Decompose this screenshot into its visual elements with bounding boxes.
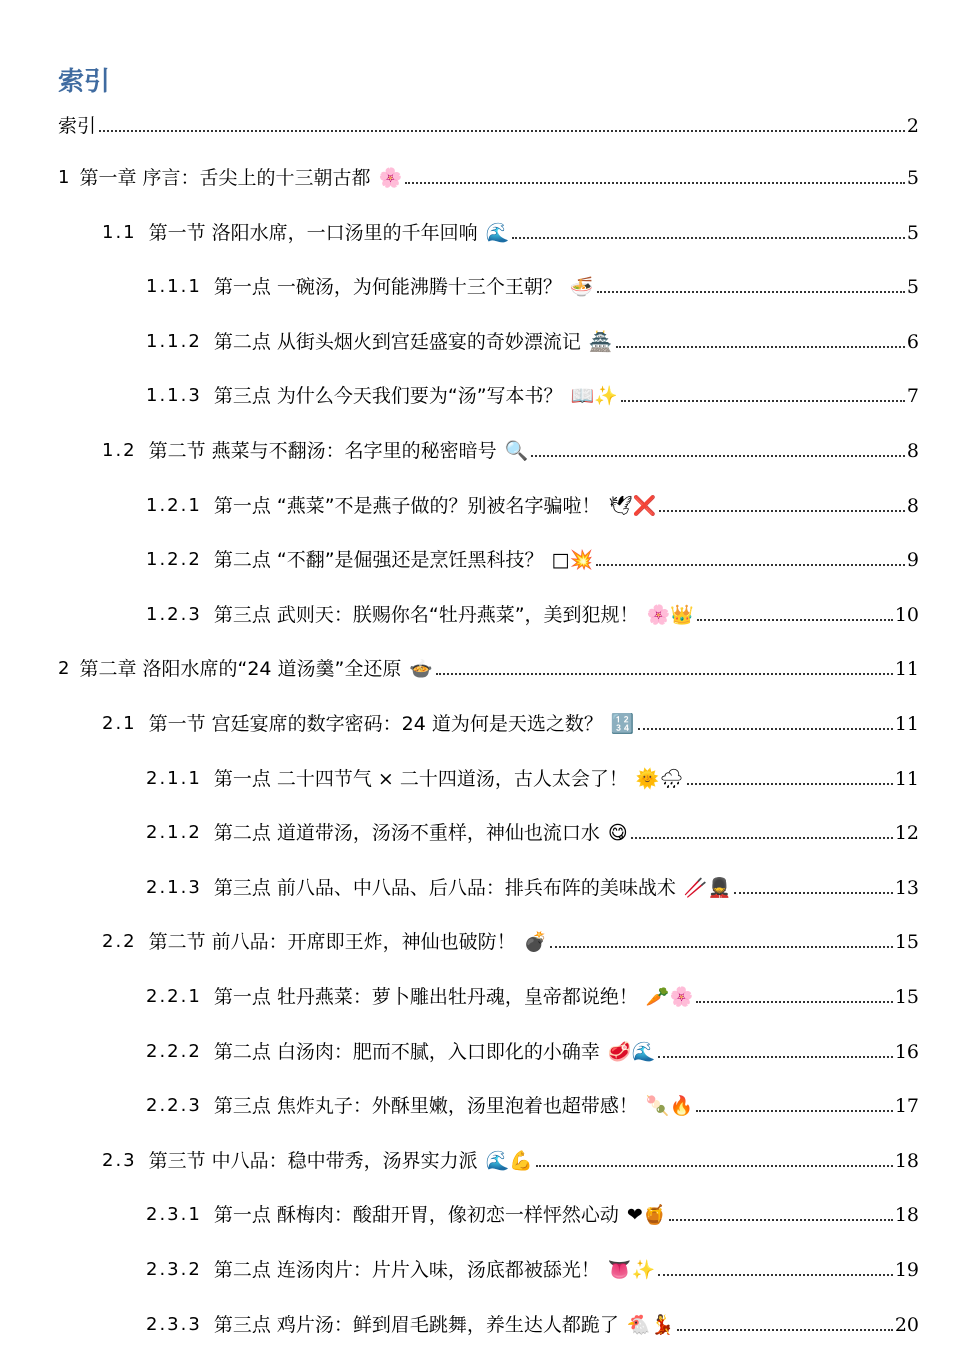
toc-entry-emoji-icon: 🏯 — [588, 330, 613, 353]
dot-leader — [621, 400, 905, 402]
toc-entry-number: 2.3.3 — [146, 1313, 202, 1335]
toc-entry-title: 第一点 二十四节气 × 二十四道汤，古人太会了！ — [213, 767, 628, 790]
toc-entry-number: 2.3.2 — [146, 1259, 202, 1280]
toc-entry-title: 第二点 从街头烟火到宫廷盛宴的奇妙漂流记 — [213, 330, 581, 353]
toc-entry-page-number: 16 — [894, 1040, 919, 1063]
toc-entry[interactable] — [146, 1252, 919, 1282]
toc-entry-emoji-icon: 😋 — [607, 822, 628, 845]
toc-entry[interactable] — [146, 597, 919, 627]
toc-entry-emoji-icon: 🔍 — [504, 440, 529, 462]
toc-entry-number: 1.2.2 — [146, 549, 202, 571]
toc-entry-page-number: 18 — [894, 1149, 919, 1172]
toc-entry-number: 1.2.3 — [146, 603, 202, 625]
toc-entry-page-number: 10 — [894, 603, 919, 626]
toc-entry-emoji-icon: □💥 — [551, 549, 594, 572]
toc-entry-page-number: 2 — [906, 115, 919, 137]
toc-entry-number: 2.2.3 — [146, 1095, 202, 1117]
toc-entry-title: 第一点 牡丹燕菜：萝卜雕出牡丹魂，皇帝都说绝！ — [213, 986, 638, 1008]
dot-leader — [696, 1001, 893, 1003]
dot-leader — [631, 837, 893, 839]
toc-entry-page-number: 12 — [894, 822, 919, 845]
toc-entry-number: 2.2.2 — [146, 1040, 202, 1062]
dot-leader — [550, 946, 892, 948]
toc-entry-page-number: 6 — [906, 330, 919, 353]
toc-entry[interactable] — [146, 870, 919, 900]
toc-entry-page-number: 5 — [906, 221, 919, 244]
toc-entry-page-number: 15 — [894, 986, 919, 1008]
dot-leader — [597, 291, 905, 293]
toc-entry-number: 1.2.1 — [146, 494, 202, 516]
toc-entry[interactable] — [102, 706, 919, 736]
dot-leader — [436, 673, 893, 675]
toc-entry[interactable] — [146, 761, 919, 791]
toc-entry-number: 1.1 — [102, 221, 137, 243]
toc-entry[interactable] — [146, 378, 919, 408]
toc-entry-page-number: 20 — [894, 1313, 919, 1336]
toc-entry-emoji-icon: 🍡🔥 — [645, 1095, 694, 1118]
toc-heading: 索引 — [58, 67, 111, 97]
toc-entry-page-number: 5 — [906, 276, 919, 299]
toc-entry-title: 第二点 道道带汤，汤汤不重样，神仙也流口水 — [213, 822, 600, 845]
toc-entry-emoji-icon: 👅✨ — [607, 1259, 656, 1281]
toc-entry[interactable] — [102, 924, 919, 954]
dot-leader — [659, 510, 905, 512]
toc-entry-title: 第二点 “不翻”是倔强还是烹饪黑科技？ — [213, 549, 544, 572]
dot-leader — [669, 1219, 892, 1221]
dot-leader — [596, 564, 905, 566]
toc-entry-page-number: 19 — [894, 1259, 919, 1281]
toc-entry-title: 第一章 序言：舌尖上的十三朝古都 — [79, 167, 371, 189]
toc-entry-title: 第一点 一碗汤，为何能沸腾十三个王朝？ — [213, 276, 562, 299]
toc-entry-emoji-icon: 🍲 — [409, 658, 434, 681]
dot-leader — [616, 346, 905, 348]
toc-entry-page-number: 5 — [906, 167, 919, 189]
toc-entry-number: 2.1.1 — [146, 767, 202, 789]
toc-entry-page-number: 8 — [906, 494, 919, 517]
toc-entry-page-number: 11 — [894, 713, 919, 735]
toc-entry-number: 1 — [58, 167, 70, 188]
toc-entry-number: 1.1.3 — [146, 385, 202, 407]
toc-entry-emoji-icon: 📖✨ — [570, 385, 618, 408]
toc-entry-page-number: 11 — [894, 767, 919, 790]
toc-entry-title: 第一节 宫廷宴席的数字密码：24 道为何是天选之数？ — [148, 713, 603, 735]
dot-leader — [99, 130, 905, 132]
toc-entry-page-number: 18 — [894, 1204, 919, 1227]
toc-entry-emoji-icon: 🌊 — [485, 221, 510, 244]
toc-entry-number: 2.3.1 — [146, 1204, 202, 1226]
dot-leader — [734, 892, 893, 894]
toc-entry-title: 第三点 为什么今天我们要为“汤”写本书？ — [213, 385, 563, 408]
toc-entry-title: 索引 — [58, 115, 97, 137]
dot-leader — [697, 619, 893, 621]
toc-entry-emoji-icon: 🍜 — [569, 276, 594, 299]
dot-leader — [536, 1165, 893, 1167]
toc-entry-title: 第一点 酥梅肉：酸甜开胃，像初恋一样怦然心动 — [213, 1204, 619, 1227]
toc-entry[interactable] — [146, 1197, 919, 1227]
dot-leader — [638, 728, 893, 730]
toc-entry-title: 第三节 中八品：稳中带秀，汤界实力派 — [148, 1149, 478, 1172]
toc-entry-number: 2.1 — [102, 713, 137, 734]
toc-entry[interactable] — [146, 324, 919, 354]
toc-entry-number: 2 — [58, 658, 70, 680]
dot-leader — [405, 182, 905, 184]
toc-entry-title: 第三点 焦炸丸子：外酥里嫩，汤里泡着也超带感！ — [213, 1095, 638, 1118]
dot-leader — [658, 1274, 893, 1276]
toc-entry-emoji-icon: 🐔💃 — [626, 1313, 675, 1336]
toc-entry-number: 2.2 — [102, 931, 137, 953]
toc-entry-page-number: 13 — [894, 876, 919, 899]
toc-entry[interactable] — [146, 1307, 919, 1337]
toc-entry-title: 第二章 洛阳水席的“24 道汤羹”全还原 — [79, 658, 402, 681]
toc-entry-page-number: 7 — [906, 385, 919, 408]
toc-entry-title: 第一点 “燕菜”不是燕子做的？别被名字骗啦！ — [213, 494, 601, 517]
toc-entry[interactable] — [146, 269, 919, 299]
toc-entry-number: 1.1.2 — [146, 330, 202, 352]
dot-leader — [677, 1329, 893, 1331]
toc-entry-title: 第三点 鸡片汤：鲜到眉毛跳舞，养生达人都跪了 — [213, 1313, 619, 1336]
toc-entry-number: 2.1.2 — [146, 822, 202, 844]
dot-leader — [512, 237, 905, 239]
toc-entry-page-number: 8 — [906, 440, 919, 462]
dot-leader — [658, 1056, 893, 1058]
toc-entry-emoji-icon: ❤🍯 — [626, 1204, 667, 1227]
toc-entry[interactable] — [58, 160, 919, 190]
toc-entry-emoji-icon: 🥕🌸 — [645, 986, 694, 1008]
toc-entry[interactable] — [102, 215, 919, 245]
toc-entry[interactable] — [146, 488, 919, 518]
toc-entry-emoji-icon: 🌞🌧 — [635, 767, 684, 790]
toc-entry-number: 1.1.1 — [146, 276, 202, 298]
toc-entry-emoji-icon: 🕊❌ — [608, 494, 657, 517]
toc-entry-emoji-icon: 🌊💪 — [485, 1149, 534, 1172]
toc-entry-page-number: 11 — [894, 658, 919, 681]
toc-entry-page-number: 9 — [906, 549, 919, 572]
toc-entry-page-number: 15 — [894, 931, 919, 954]
toc-entry-title: 第二节 前八品：开席即王炸，神仙也破防！ — [148, 931, 516, 954]
toc-entry-emoji-icon: 🔢 — [610, 713, 635, 735]
toc-entry[interactable] — [146, 815, 919, 845]
toc-entry-title: 第二节 燕菜与不翻汤：名字里的秘密暗号 — [148, 440, 497, 462]
toc-entry-emoji-icon: 💣 — [523, 931, 548, 954]
toc-entry-title: 第三点 武则天：朕赐你名“牡丹燕菜”，美到犯规！ — [213, 603, 639, 626]
toc-entry-emoji-icon: 🥢💂 — [683, 876, 732, 899]
toc-entry[interactable] — [146, 1034, 919, 1064]
dot-leader — [687, 783, 893, 785]
toc-entry-number: 2.3 — [102, 1149, 137, 1171]
toc-entry[interactable] — [102, 433, 919, 463]
toc-entry[interactable] — [146, 979, 919, 1009]
dot-leader — [696, 1110, 893, 1112]
toc-entry-emoji-icon: 🌸👑 — [646, 603, 694, 626]
dot-leader — [531, 455, 905, 457]
toc-entry-number: 1.2 — [102, 440, 137, 461]
toc-entry[interactable] — [58, 108, 919, 138]
toc-entry-number: 2.1.3 — [146, 876, 202, 898]
toc-entry-title: 第二点 白汤肉：肥而不腻，入口即化的小确幸 — [213, 1040, 600, 1063]
toc-entry-emoji-icon: 🥩🌊 — [607, 1040, 656, 1063]
toc-entry-number: 2.2.1 — [146, 986, 202, 1007]
toc-entry-page-number: 17 — [894, 1095, 919, 1118]
toc-entry-emoji-icon: 🌸 — [378, 167, 403, 189]
toc-entry[interactable] — [146, 542, 919, 572]
toc-entry-title: 第三点 前八品、中八品、后八品：排兵布阵的美味战术 — [213, 876, 676, 899]
toc-entry[interactable] — [146, 1088, 919, 1118]
toc-entry-title: 第一节 洛阳水席，一口汤里的千年回响 — [148, 221, 478, 244]
toc-entry[interactable] — [58, 651, 919, 681]
toc-entry-title: 第二点 连汤肉片：片片入味，汤底都被舔光！ — [213, 1259, 600, 1281]
toc-entry[interactable] — [102, 1143, 919, 1173]
